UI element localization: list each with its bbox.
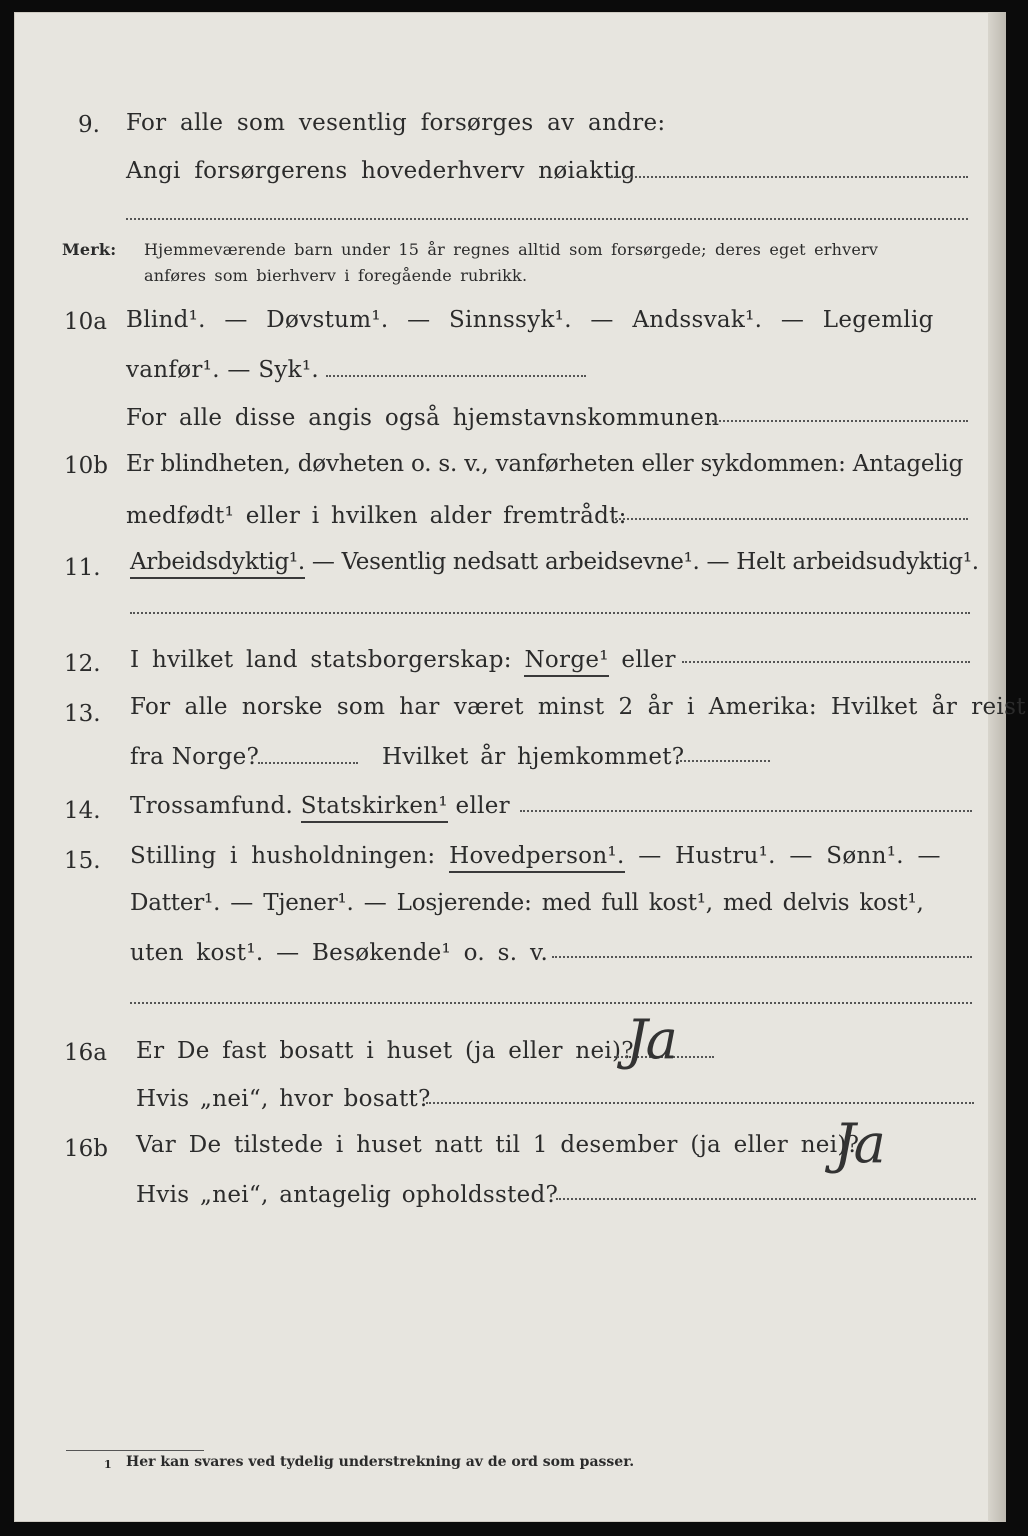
q16b-line2: Hvis „nei“, antagelig opholdssted? bbox=[136, 1182, 559, 1208]
q11-rest: — Vesentlig nedsatt arbeidsevne¹. — Helt arbeidsudyktig¹. bbox=[304, 549, 979, 575]
q16a-handwritten-answer: Ja bbox=[626, 1008, 676, 1071]
q13-hjemkommet-line[interactable] bbox=[676, 760, 770, 762]
q9-answer-line-2[interactable] bbox=[126, 218, 968, 220]
q10a-syk-line[interactable] bbox=[326, 375, 586, 377]
q15-answer-line[interactable] bbox=[552, 956, 972, 958]
q11-number: 11. bbox=[64, 555, 101, 581]
q10a-number: 10a bbox=[64, 309, 107, 335]
q16a-bosatt-line[interactable] bbox=[426, 1102, 974, 1104]
merk-label: Merk: bbox=[62, 240, 117, 259]
merk-line2: anføres som bierhverv i foregående rubrikk. bbox=[144, 266, 528, 285]
q15-underlined: Hovedperson¹. bbox=[449, 843, 624, 873]
q13-line2b: Hvilket år hjemkommet? bbox=[382, 744, 685, 770]
footnote-rule bbox=[66, 1450, 204, 1451]
q13-reist-line[interactable] bbox=[258, 762, 358, 764]
q15-post: — Hustru¹. — Sønn¹. — bbox=[624, 843, 941, 869]
q12-pre: I hvilket land statsborgerskap: bbox=[130, 647, 525, 673]
q12-post: eller bbox=[608, 647, 676, 673]
q15-line3: uten kost¹. — Besøkende¹ o. s. v. bbox=[130, 940, 549, 966]
q16a-line1: Er De fast bosatt i huset (ja eller nei)? bbox=[136, 1038, 634, 1064]
q11-answer-line[interactable] bbox=[130, 612, 970, 614]
q10a-line2: vanfør¹. — Syk¹. bbox=[126, 357, 320, 383]
q10a-line1: Blind¹. — Døvstum¹. — Sinnssyk¹. — Andssvak¹. — Legemlig bbox=[126, 307, 934, 333]
q15-line2: Datter¹. — Tjener¹. — Losjerende: med full kost¹, med delvis kost¹, bbox=[130, 890, 924, 916]
q12-number: 12. bbox=[64, 651, 101, 677]
q10a-kommune-line[interactable] bbox=[712, 420, 968, 422]
q16b-opholdssted-line[interactable] bbox=[556, 1198, 976, 1200]
q10b-answer-line[interactable] bbox=[612, 518, 968, 520]
q9-number: 9. bbox=[78, 112, 100, 138]
q10b-number: 10b bbox=[64, 453, 108, 479]
q15-pre: Stilling i husholdningen: bbox=[130, 843, 450, 869]
q12-underlined: Norge¹ bbox=[524, 647, 608, 677]
q16a-number: 16a bbox=[64, 1040, 107, 1066]
footnote-mark: 1 bbox=[104, 1458, 112, 1471]
merk-line1: Hjemmeværende barn under 15 år regnes alltid som forsørgede; deres eget erhverv bbox=[144, 240, 879, 259]
q14-answer-line[interactable] bbox=[520, 810, 972, 812]
q13-line1: For alle norske som har været minst 2 år i Amerika: Hvilket år reist bbox=[130, 694, 1026, 720]
q11-underlined: Arbeidsdyktig¹. bbox=[130, 549, 305, 579]
q15-answer-line-2[interactable] bbox=[130, 1002, 972, 1004]
q12-line bbox=[130, 647, 676, 673]
q14-pre: Trossamfund. bbox=[130, 793, 301, 819]
q16b-handwritten-answer: Ja bbox=[834, 1112, 884, 1175]
q14-post: eller bbox=[447, 793, 510, 819]
q16b-number: 16b bbox=[64, 1136, 108, 1162]
q12-answer-line[interactable] bbox=[682, 661, 970, 663]
footnote-text: Her kan svares ved tydelig understrekning av de ord som passer. bbox=[126, 1454, 635, 1470]
page-edge bbox=[988, 12, 1006, 1522]
q9-answer-line[interactable] bbox=[608, 176, 968, 178]
q9-line1: For alle som vesentlig forsørges av andre: bbox=[126, 110, 666, 136]
q10a-line3: For alle disse angis også hjemstavnskommunen bbox=[126, 405, 720, 431]
q10b-line1: Er blindheten, døvheten o. s. v., vanførheten eller sykdommen: Antagelig bbox=[126, 451, 964, 477]
q16a-line2: Hvis „nei“, hvor bosatt? bbox=[136, 1086, 431, 1112]
q9-line2: Angi forsørgerens hovederhverv nøiaktig bbox=[126, 158, 636, 184]
q14-underlined: Statskirken¹ bbox=[301, 793, 448, 823]
q16b-line1: Var De tilstede i huset natt til 1 desember (ja eller nei)? bbox=[136, 1132, 860, 1158]
q13-line2a: fra Norge? bbox=[130, 744, 260, 770]
q10b-line2: medfødt¹ eller i hvilken alder fremtrådt: bbox=[126, 503, 627, 529]
q11-line bbox=[130, 549, 979, 575]
q14-number: 14. bbox=[64, 798, 101, 824]
q15-number: 15. bbox=[64, 848, 101, 874]
q15-line1 bbox=[130, 843, 941, 869]
q13-number: 13. bbox=[64, 701, 101, 727]
q14-line bbox=[130, 793, 510, 819]
